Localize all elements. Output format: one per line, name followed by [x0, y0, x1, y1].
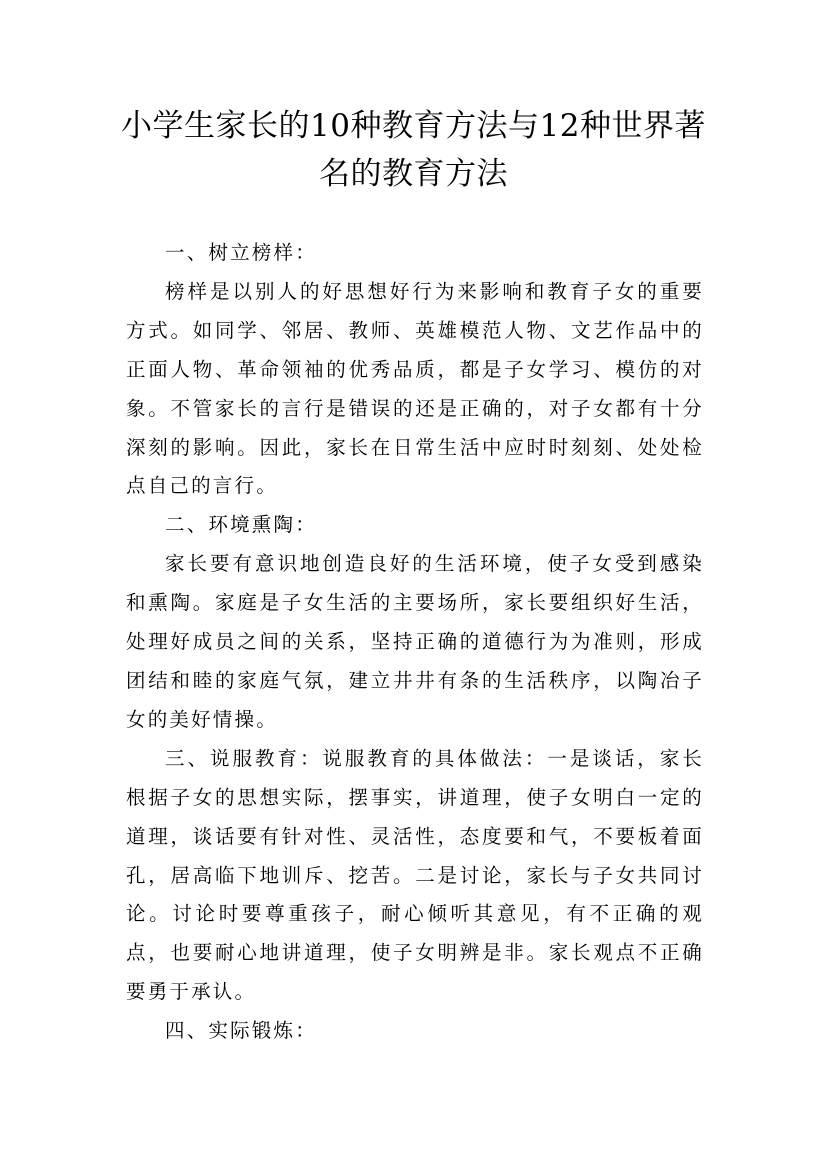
paragraph-environment: 家长要有意识地创造良好的生活环境，使子女受到感染和熏陶。家庭是子女生活的主要场所，家长要组织好生活，处理好成员之间的关系，坚持正确的道德行为为准则，形成团结和睦的家庭气氛，建立井井有条的生活秩序，以陶冶子女的美好情操。 — [126, 552, 704, 731]
section-heading-environment: 二、环境熏陶： — [165, 513, 317, 537]
title-line-1: 小学生家长的10种教育方法与12种世界著 — [121, 108, 706, 144]
document-title — [110, 102, 717, 198]
section-heading-practice: 四、实际锻炼： — [165, 1019, 317, 1043]
paragraph-role-model: 榜样是以别人的好思想好行为来影响和教育子女的重要方式。如同学、邻居、教师、英雄模范人物、文艺作品中的正面人物、革命领袖的优秀品质，都是子女学习、模仿的对象。不管家长的言行是错误的还是正确的，对子女都有十分深刻的影响。因此，家长在日常生活中应时时刻刻、处处检点自己的言行。 — [126, 279, 704, 498]
title-line-2: 名的教育方法 — [319, 156, 508, 192]
section-heading-role-model: 一、树立榜样： — [165, 241, 317, 264]
paragraph-persuasion: 三、说服教育：说服教育的具体做法：一是谈话，家长根据子女的思想实际，摆事实，讲道理，使子女明白一定的道理，谈话要有针对性、灵活性，态度要和气，不要板着面孔，居高临下地训斥、挖苦。二是讨论，家长与子女共同讨论。讨论时要尊重孩子，耐心倾听其意见，有不正确的观点，也要耐心地讲道理，使子女明辨是非。家长观点不正确要勇于承认。 — [126, 746, 704, 1004]
document-body — [126, 234, 704, 1051]
